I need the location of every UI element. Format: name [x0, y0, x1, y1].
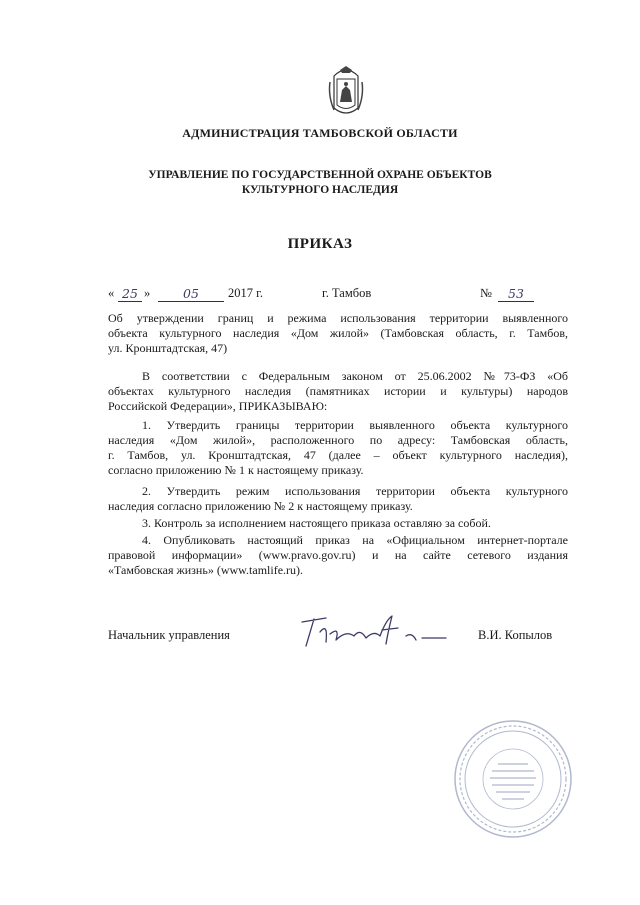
number-label: № — [480, 286, 492, 300]
department-line: УПРАВЛЕНИЕ ПО ГОСУДАРСТВЕННОЙ ОХРАНЕ ОБЪЕКТОВ — [148, 169, 492, 181]
department-line: КУЛЬТУРНОГО НАСЛЕДИЯ — [241, 184, 399, 196]
text-line: Российской Федерации», ПРИКАЗЫВАЮ: — [108, 399, 328, 413]
preamble-paragraph — [108, 369, 568, 414]
order-item-2 — [108, 484, 568, 514]
text-line: 2. Утвердить режим использования территории объекта культурного — [142, 484, 568, 498]
open-quote: « — [108, 286, 115, 300]
department-title — [0, 168, 640, 198]
subject-line: объекта культурного наследия «Дом жилой» (Тамбовская область, г. Тамбов, — [108, 326, 568, 340]
text-line: согласно приложению № 1 к настоящему приказу. — [108, 463, 364, 477]
official-seal-stamp — [452, 718, 574, 840]
text-line: наследия согласно приложению № 2 к настоящему приказу. — [108, 499, 413, 513]
order-item-1 — [108, 418, 568, 478]
month-handwritten: 05 — [158, 286, 224, 302]
text-line: 1. Утвердить границы территории выявленного объекта культурного — [142, 418, 568, 432]
number-handwritten: 53 — [498, 286, 534, 302]
text-line: 4. Опубликовать настоящий приказ на «Официальном интернет-портале — [142, 533, 568, 547]
text-line: 3. Контроль за исполнением настоящего приказа оставляю за собой. — [142, 516, 491, 530]
day-handwritten: 25 — [118, 286, 142, 302]
text-line: «Тамбовская жизнь» (www.tamlife.ru). — [108, 563, 304, 577]
signatory-name: В.И. Копылов — [478, 628, 553, 642]
order-item-4 — [108, 533, 568, 578]
subject-line: Об утверждении границ и режима использования территории выявленного — [108, 311, 568, 325]
signatory-position: Начальник управления — [108, 628, 230, 642]
coat-of-arms-emblem — [326, 62, 366, 120]
text-line: правовой информации» (www.pravo.gov.ru) и на сайте сетевого издания — [108, 548, 568, 562]
close-quote: » — [144, 286, 151, 300]
text-line: объектах культурного наследия (памятниках истории и культуры) народов — [108, 384, 568, 398]
subject-line: ул. Кронштадтская, 47) — [108, 341, 228, 355]
year: 2017 г. — [228, 286, 263, 300]
text-line: г. Тамбов, ул. Кронштадтская, 47 (далее – объект культурного наследия), — [108, 448, 568, 462]
handwritten-signature — [296, 612, 454, 650]
document-type-title: ПРИКАЗ — [287, 236, 353, 252]
city: г. Тамбов — [322, 286, 372, 300]
order-item-3 — [108, 516, 568, 531]
text-line: В соответствии с Федеральным законом от 25.06.2002 №73-ФЗ «Об — [142, 369, 568, 383]
text-line: наследия «Дом жилой», расположенного по адресу: Тамбовская область, — [108, 433, 568, 447]
subject-block — [108, 311, 568, 356]
administration-title: АДМИНИСТРАЦИЯ ТАМБОВСКОЙ ОБЛАСТИ — [182, 126, 458, 140]
